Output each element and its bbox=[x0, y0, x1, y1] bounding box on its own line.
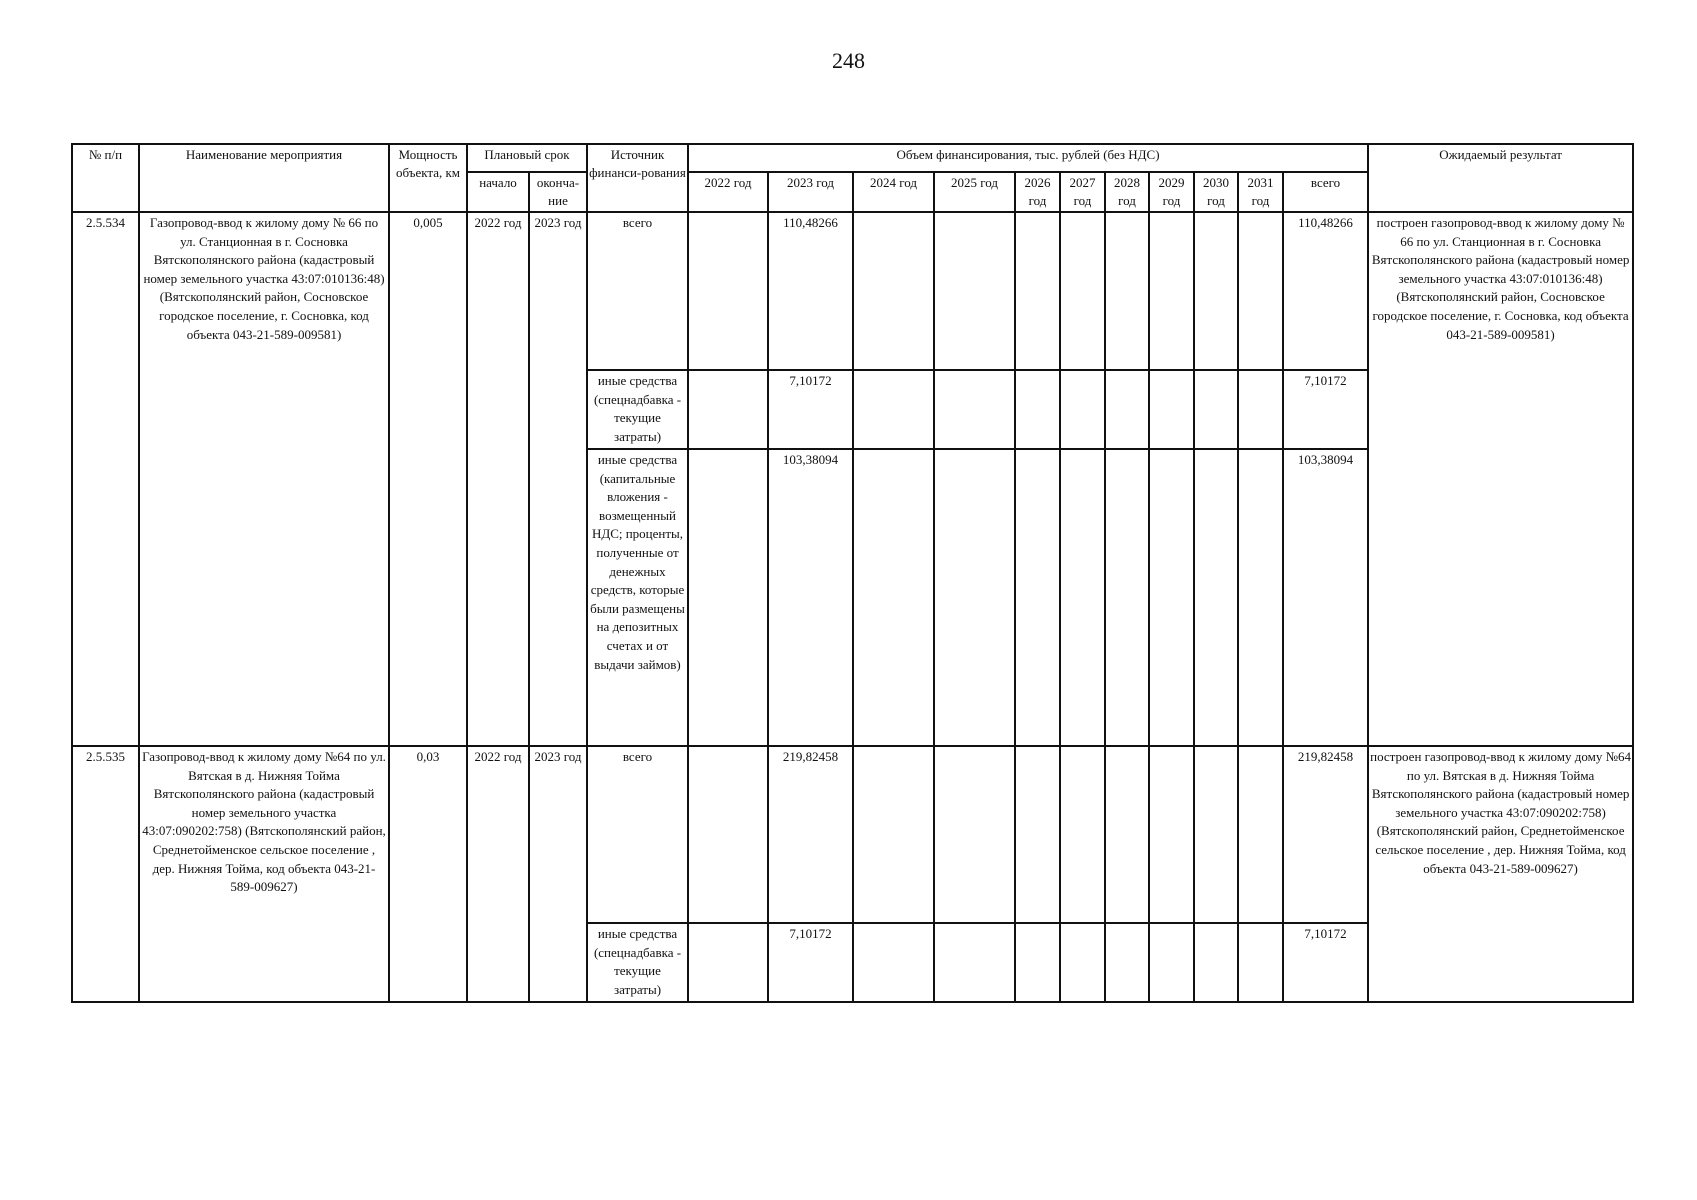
header-year: 2025 год bbox=[934, 172, 1015, 212]
cell-2030 bbox=[1194, 449, 1238, 746]
header-year: 2027 год bbox=[1060, 172, 1105, 212]
cell-2023: 110,48266 bbox=[768, 212, 853, 370]
cell-2025 bbox=[934, 212, 1015, 370]
cell-2022 bbox=[688, 370, 768, 449]
cell-2023: 7,10172 bbox=[768, 370, 853, 449]
cell-2025 bbox=[934, 923, 1015, 1002]
header-year: 2030 год bbox=[1194, 172, 1238, 212]
cell-2028 bbox=[1105, 212, 1149, 370]
header-year: 2026 год bbox=[1015, 172, 1060, 212]
table-row bbox=[72, 746, 1633, 923]
cell-2031 bbox=[1238, 449, 1283, 746]
header-volume: Объем финансирования, тыс. рублей (без НДС) bbox=[688, 144, 1368, 172]
header-year: 2024 год bbox=[853, 172, 934, 212]
row-source: всего bbox=[587, 212, 688, 370]
row-source: всего bbox=[587, 746, 688, 923]
header-year: 2029 год bbox=[1149, 172, 1194, 212]
cell-2031 bbox=[1238, 923, 1283, 1002]
cell-2027 bbox=[1060, 449, 1105, 746]
row-source: иные средства (капитальные вложения - возмещенный НДС; проценты, полученные от денежных средств, которые были размещены на депозитных счетах и от выдачи займов) bbox=[587, 449, 688, 746]
cell-2028 bbox=[1105, 370, 1149, 449]
cell-2027 bbox=[1060, 746, 1105, 923]
cell-2022 bbox=[688, 212, 768, 370]
cell-2026 bbox=[1015, 449, 1060, 746]
row-end: 2023 год bbox=[529, 212, 587, 746]
cell-2027 bbox=[1060, 370, 1105, 449]
cell-2025 bbox=[934, 370, 1015, 449]
row-source: иные средства (спецнадбавка - текущие затраты) bbox=[587, 923, 688, 1002]
cell-2022 bbox=[688, 746, 768, 923]
row-name: Газопровод-ввод к жилому дому № 66 по ул. Станционная в г. Сосновка Вятскополянского района (кадастровый номер земельного участка 43:07:010136:48) (Вятскополянский район, Сосновское городское поселение, г. Сосновка, код объекта 043-21-589-009581) bbox=[139, 212, 389, 746]
cell-2025 bbox=[934, 449, 1015, 746]
cell-total: 219,82458 bbox=[1283, 746, 1368, 923]
header-term-end: оконча-ние bbox=[529, 172, 587, 212]
row-end: 2023 год bbox=[529, 746, 587, 1002]
cell-2022 bbox=[688, 923, 768, 1002]
cell-2026 bbox=[1015, 923, 1060, 1002]
cell-total: 103,38094 bbox=[1283, 449, 1368, 746]
cell-2030 bbox=[1194, 923, 1238, 1002]
header-year: 2022 год bbox=[688, 172, 768, 212]
row-start: 2022 год bbox=[467, 746, 529, 1002]
table-row bbox=[72, 212, 1633, 370]
header-source: Источник финанси-рования bbox=[587, 144, 688, 212]
row-result: построен газопровод-ввод к жилому дому №64 по ул. Вятская в д. Нижняя Тойма Вятскополянского района (кадастровый номер земельного участка 43:07:090202:758) (Вятскополянский район, Среднетойменское сельское поселение , дер. Нижняя Тойма, код объекта 043-21-589-009627) bbox=[1368, 746, 1633, 1002]
cell-2022 bbox=[688, 449, 768, 746]
cell-total: 110,48266 bbox=[1283, 212, 1368, 370]
cell-2028 bbox=[1105, 449, 1149, 746]
header-year: 2023 год bbox=[768, 172, 853, 212]
cell-2029 bbox=[1149, 923, 1194, 1002]
header-total: всего bbox=[1283, 172, 1368, 212]
cell-2024 bbox=[853, 449, 934, 746]
header-row-1 bbox=[72, 144, 1633, 172]
header-year: 2028 год bbox=[1105, 172, 1149, 212]
cell-2026 bbox=[1015, 212, 1060, 370]
header-term: Плановый срок bbox=[467, 144, 587, 172]
row-num: 2.5.534 bbox=[72, 212, 139, 746]
cell-2031 bbox=[1238, 370, 1283, 449]
cell-2028 bbox=[1105, 746, 1149, 923]
cell-2029 bbox=[1149, 449, 1194, 746]
financing-table bbox=[71, 143, 1634, 1003]
cell-2030 bbox=[1194, 370, 1238, 449]
cell-2026 bbox=[1015, 370, 1060, 449]
row-capacity: 0,005 bbox=[389, 212, 467, 746]
cell-2031 bbox=[1238, 746, 1283, 923]
cell-2024 bbox=[853, 212, 934, 370]
row-start: 2022 год bbox=[467, 212, 529, 746]
cell-2029 bbox=[1149, 746, 1194, 923]
cell-2030 bbox=[1194, 212, 1238, 370]
cell-2024 bbox=[853, 370, 934, 449]
header-capacity: Мощность объекта, км bbox=[389, 144, 467, 212]
cell-2025 bbox=[934, 746, 1015, 923]
cell-2024 bbox=[853, 923, 934, 1002]
row-result: построен газопровод-ввод к жилому дому № 66 по ул. Станционная в г. Сосновка Вятскополянского района (кадастровый номер земельного участка 43:07:010136:48) (Вятскополянский район, Сосновское городское поселение, г. Сосновка, код объекта 043-21-589-009581) bbox=[1368, 212, 1633, 746]
cell-2023: 219,82458 bbox=[768, 746, 853, 923]
cell-2030 bbox=[1194, 746, 1238, 923]
cell-total: 7,10172 bbox=[1283, 923, 1368, 1002]
header-term-start: начало bbox=[467, 172, 529, 212]
header-result: Ожидаемый результат bbox=[1368, 144, 1633, 212]
row-capacity: 0,03 bbox=[389, 746, 467, 1002]
cell-2031 bbox=[1238, 212, 1283, 370]
page-number: 248 bbox=[832, 48, 865, 73]
header-year: 2031 год bbox=[1238, 172, 1283, 212]
cell-2027 bbox=[1060, 923, 1105, 1002]
row-name: Газопровод-ввод к жилому дому №64 по ул. Вятская в д. Нижняя Тойма Вятскополянского района (кадастровый номер земельного участка 43:07:090202:758) (Вятскополянский район, Среднетойменское сельское поселение , дер. Нижняя Тойма, код объекта 043-21-589-009627) bbox=[139, 746, 389, 1002]
cell-total: 7,10172 bbox=[1283, 370, 1368, 449]
header-name: Наименование мероприятия bbox=[139, 144, 389, 212]
cell-2024 bbox=[853, 746, 934, 923]
cell-2026 bbox=[1015, 746, 1060, 923]
cell-2028 bbox=[1105, 923, 1149, 1002]
header-num: № п/п bbox=[72, 144, 139, 212]
cell-2023: 7,10172 bbox=[768, 923, 853, 1002]
cell-2029 bbox=[1149, 212, 1194, 370]
cell-2023: 103,38094 bbox=[768, 449, 853, 746]
row-source: иные средства (спецнадбавка - текущие затраты) bbox=[587, 370, 688, 449]
cell-2027 bbox=[1060, 212, 1105, 370]
row-num: 2.5.535 bbox=[72, 746, 139, 1002]
cell-2029 bbox=[1149, 370, 1194, 449]
